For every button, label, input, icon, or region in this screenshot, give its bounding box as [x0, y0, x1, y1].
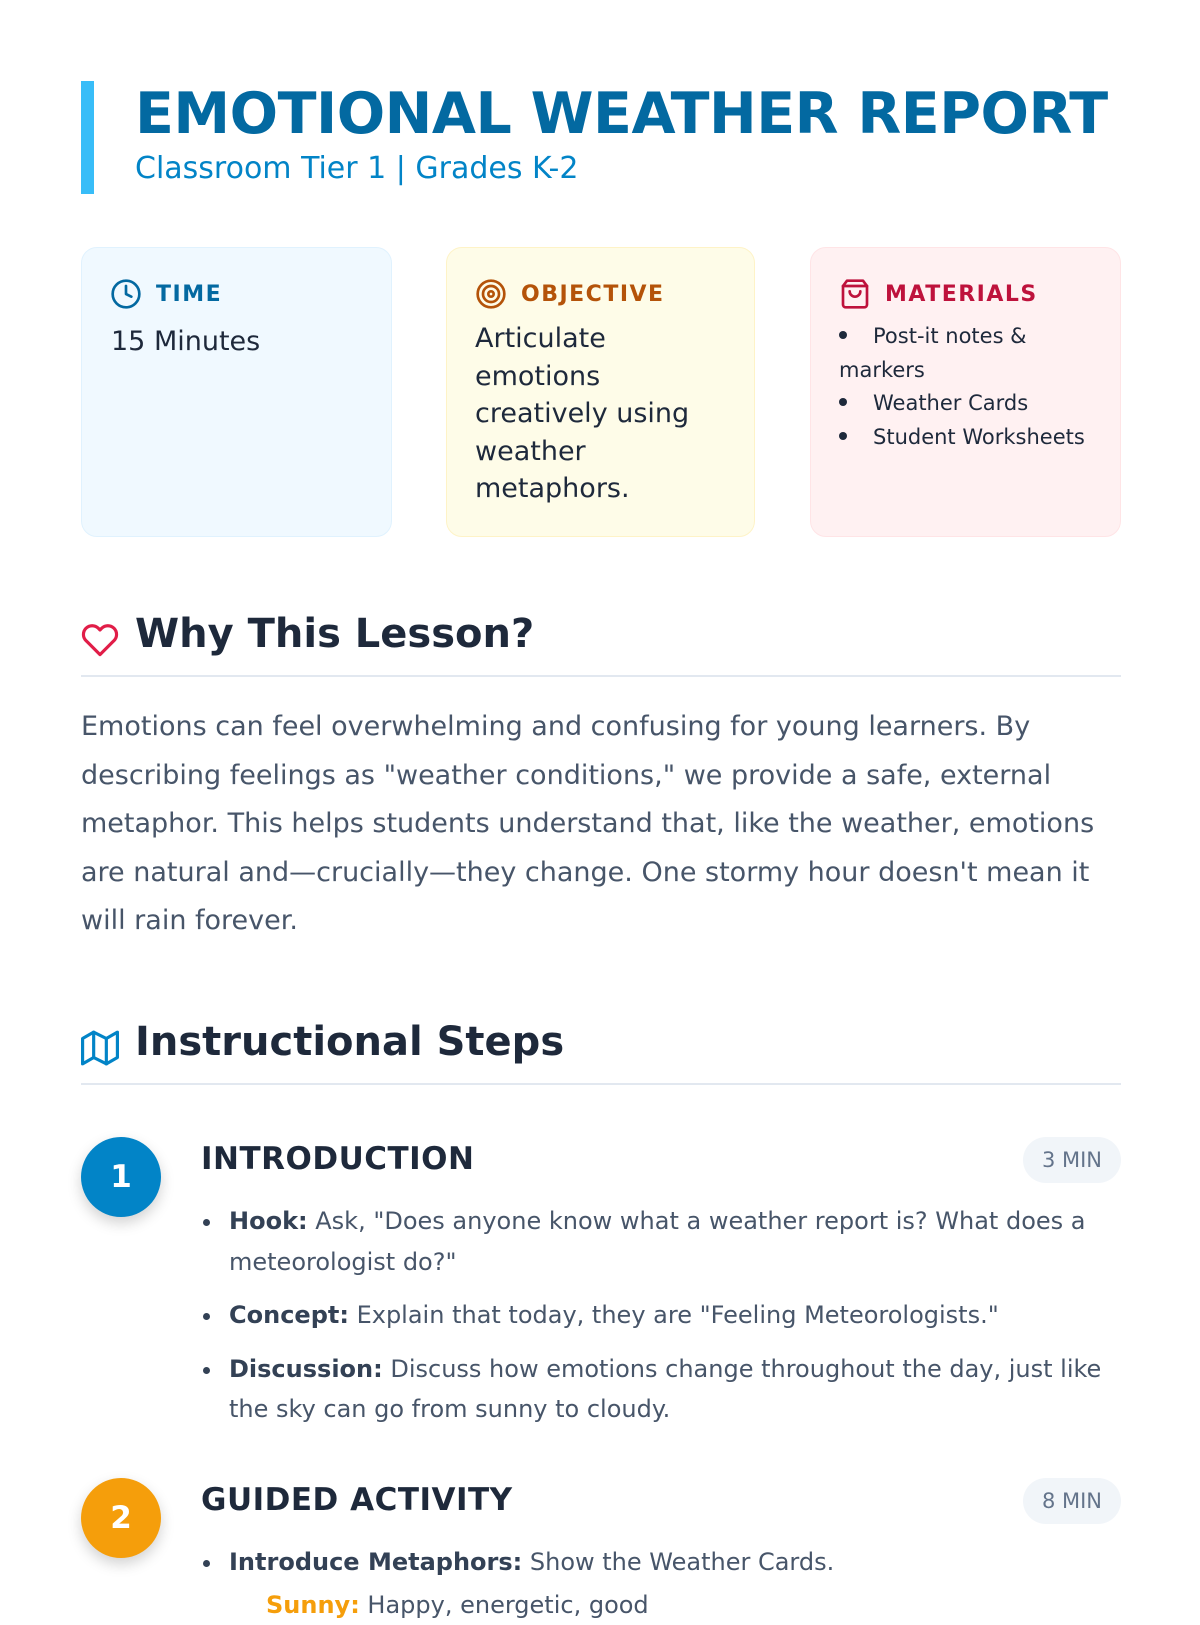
- bullet-dot: [839, 331, 847, 339]
- map-icon: [81, 1029, 119, 1067]
- step-bullet-list: [201, 1201, 1121, 1443]
- time-value: 15 Minutes: [111, 326, 261, 357]
- materials-label: MATERIALS: [885, 281, 1038, 307]
- bullet-label: Concept:: [229, 1301, 349, 1329]
- materials-card-header: [839, 278, 1038, 310]
- objective-card-header: [475, 278, 665, 310]
- steps-section-title: Instructional Steps: [135, 1019, 565, 1065]
- step-duration-badge: 3 MIN: [1023, 1137, 1121, 1183]
- materials-item-text: Post-it notes & markers: [839, 324, 1027, 382]
- step-title: INTRODUCTION: [201, 1141, 475, 1177]
- step-bullet: [201, 1295, 1121, 1336]
- why-section-title: Why This Lesson?: [135, 611, 535, 657]
- bullet-text: Discuss how emotions change throughout the day, just like the sky can go from sunny to cloudy.: [229, 1354, 1102, 1423]
- materials-item-text: Weather Cards: [873, 391, 1029, 415]
- steps-section-header: [81, 1015, 1121, 1085]
- step-number-badge: 2: [81, 1478, 161, 1558]
- shopping-bag-icon: [839, 278, 871, 310]
- bullet-text: Show the Weather Cards.: [522, 1548, 835, 1576]
- bullet-text: Explain that today, they are "Feeling Meteorologists.": [348, 1301, 999, 1329]
- bullet-dot: [839, 398, 847, 406]
- bullet-text: Ask, "Does anyone know what a weather report is? What does a meteorologist do?": [229, 1207, 1086, 1276]
- materials-card: [810, 247, 1121, 537]
- time-card: [81, 247, 392, 537]
- materials-item: [839, 421, 1107, 455]
- step-title: GUIDED ACTIVITY: [201, 1482, 513, 1518]
- why-section-header: [81, 607, 1121, 677]
- weather-card-sub-item: [266, 1585, 649, 1625]
- time-card-header: [110, 278, 222, 310]
- page-header: [81, 81, 1121, 194]
- step-bullet: [201, 1542, 1121, 1583]
- target-icon: [475, 278, 507, 310]
- materials-item: [839, 320, 1107, 387]
- page-subtitle: Classroom Tier 1 | Grades K-2: [135, 151, 579, 186]
- step-number-badge: 1: [81, 1137, 161, 1217]
- step-bullet: [201, 1201, 1121, 1282]
- why-paragraph: Emotions can feel overwhelming and confusing for young learners. By describing feelings as "weather conditions," we provide a safe, external metaphor. This helps students understand that, like the weather, emotions are natural and—crucially—they change. One stormy hour doesn't mean it will rain forever.: [81, 711, 1095, 936]
- materials-item: [839, 387, 1107, 421]
- materials-item-text: Student Worksheets: [873, 424, 1085, 449]
- bullet-label: Discussion:: [229, 1354, 383, 1383]
- objective-value: Articulate emotions creatively using weather metaphors.: [475, 323, 690, 504]
- objective-label: OBJECTIVE: [521, 281, 665, 307]
- clock-icon: [110, 278, 142, 310]
- bullet-label: Hook:: [229, 1207, 308, 1235]
- header-accent-bar: [81, 81, 94, 194]
- sub-item-text: Happy, energetic, good: [359, 1591, 649, 1619]
- materials-list: [839, 320, 1107, 454]
- bullet-dot: [839, 432, 847, 440]
- sub-item-label: Sunny:: [266, 1591, 360, 1619]
- objective-card: [446, 247, 755, 537]
- heart-icon: [81, 621, 119, 659]
- time-label: TIME: [156, 281, 223, 307]
- page-title: EMOTIONAL WEATHER REPORT: [135, 81, 1108, 147]
- step-bullet: [201, 1349, 1121, 1430]
- step-duration-badge: 8 MIN: [1023, 1478, 1121, 1524]
- bullet-label: Introduce Metaphors:: [229, 1548, 523, 1576]
